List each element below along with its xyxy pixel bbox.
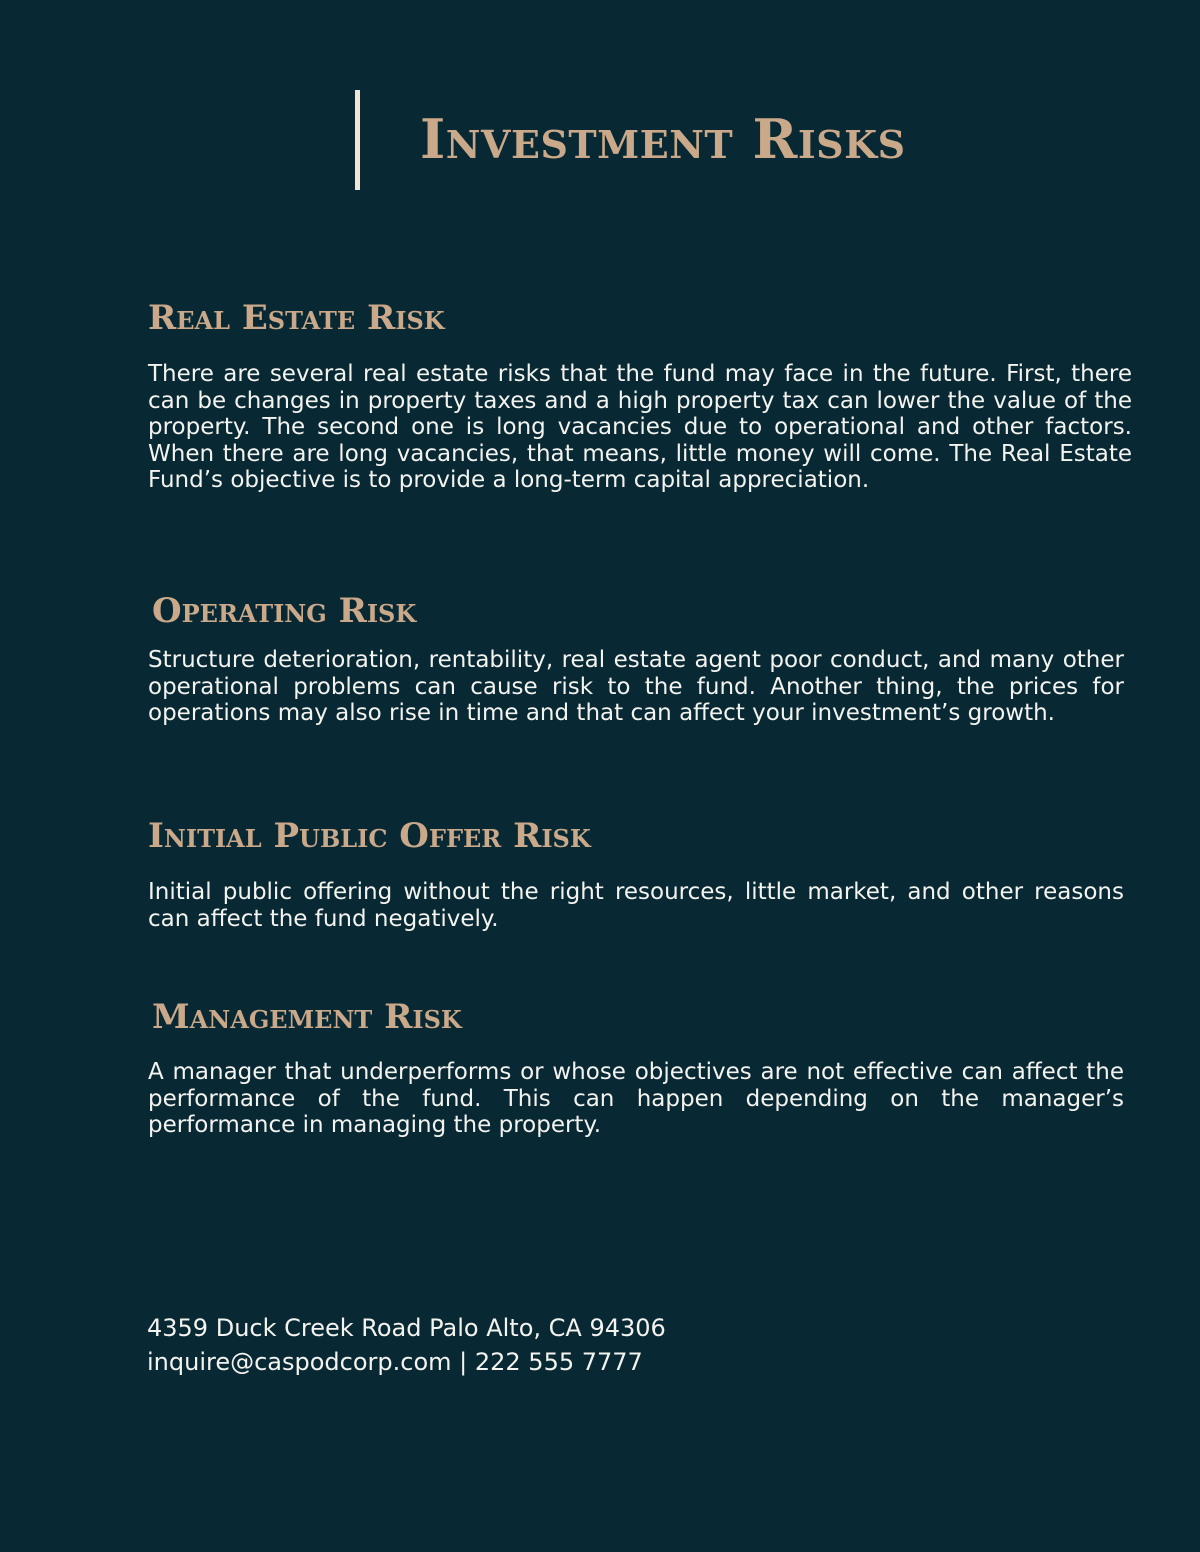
title-accent-bar xyxy=(355,90,360,190)
section-heading: Initial Public Offer Risk xyxy=(148,816,591,856)
section-heading: Management Risk xyxy=(152,997,462,1037)
section-body: A manager that underperforms or whose objectives are not effective can affect the performance of the fund. This can happen depending on the manager’s performance in managing the property. xyxy=(148,1059,1124,1138)
page-title: Investment Risks xyxy=(420,107,906,171)
section-heading: Real Estate Risk xyxy=(148,298,445,338)
section-body: Structure deterioration, rentability, real estate agent poor conduct, and many other operational problems can cause risk to the fund. Another thing, the prices for operations may also rise in time and that can affect your investment’s growth. xyxy=(148,647,1124,726)
section-body: Initial public offering without the right resources, little market, and other reasons can affect the fund negatively. xyxy=(148,879,1124,932)
contact-email-phone: inquire@caspodcorp.com | 222 555 7777 xyxy=(147,1348,643,1376)
contact-address: 4359 Duck Creek Road Palo Alto, CA 94306 xyxy=(147,1314,666,1342)
section-body: There are several real estate risks that the fund may face in the future. First, there can be changes in property taxes and a high property tax can lower the value of the property. The second one is long vacancies due to operational and other factors. When there are long vacancies, that means, little money will come. The Real Estate Fund’s objective is to provide a long-term capital appreciation. xyxy=(148,361,1132,493)
section-heading: Operating Risk xyxy=(152,591,417,631)
